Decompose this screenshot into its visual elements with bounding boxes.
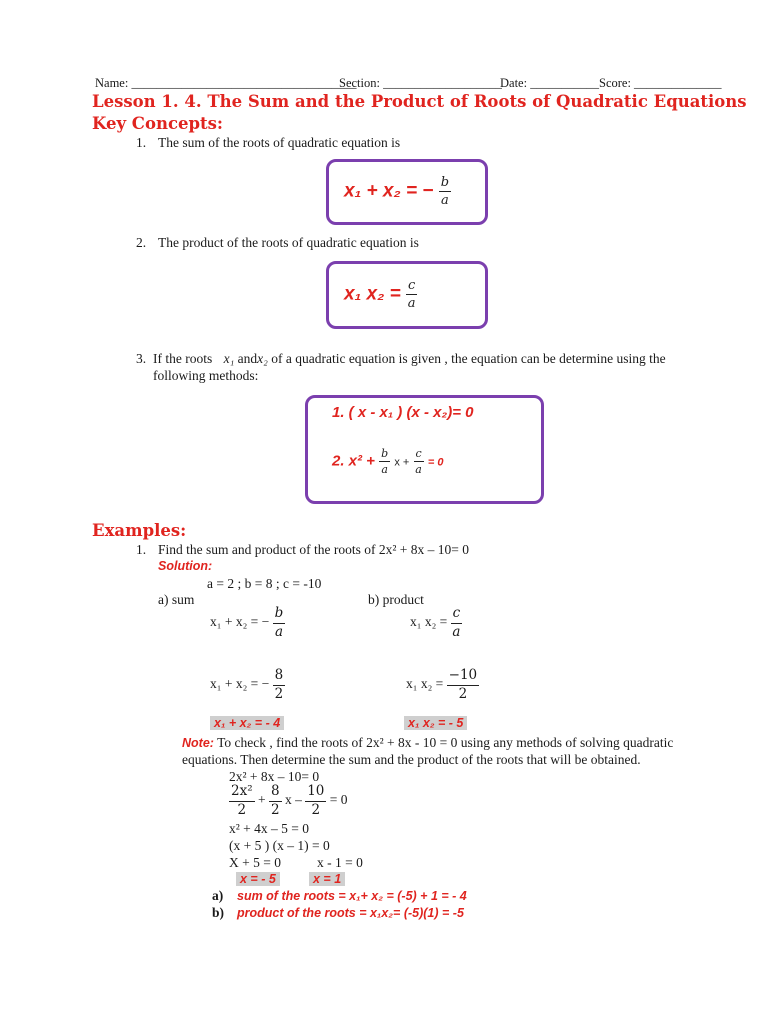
sum-general	[210, 607, 285, 639]
step-2-d2: 2	[271, 801, 280, 818]
key-concepts-heading: Key Concepts:	[92, 114, 224, 133]
product-substituted-lhs: x₁ x₂ =	[406, 676, 444, 692]
method-2-x: x +	[394, 456, 410, 469]
step-5a: X + 5 = 0	[229, 855, 281, 870]
product-general-lhs: x₁ x₂ =	[410, 614, 448, 630]
step-2-n3: 10	[305, 785, 326, 802]
product-general	[410, 607, 462, 639]
step-3: x² + 4x – 5 = 0	[229, 821, 310, 836]
root-1-answer: x = - 5	[236, 872, 280, 886]
root-x1-label: x₁	[223, 351, 235, 366]
step-2-end: = 0	[329, 792, 348, 808]
method-2-a2: a	[415, 463, 422, 476]
method-2-c: c	[415, 447, 422, 460]
sum-formula-num: b	[440, 175, 450, 190]
product-general-den: a	[452, 623, 461, 640]
score-field: Score: ______________	[599, 76, 722, 90]
sum-general-den: a	[274, 623, 283, 640]
product-general-num: c	[451, 607, 463, 624]
product-substituted-den: 2	[458, 685, 468, 702]
method-2-prefix: 2. x² +	[332, 452, 375, 470]
method-2-b: b	[381, 447, 389, 460]
sum-general-num: b	[273, 607, 286, 624]
method-2-a1: a	[381, 463, 388, 476]
product-substituted-num: −10	[447, 669, 480, 686]
sum-substituted-num: 8	[273, 669, 286, 686]
check-b-label: b)	[212, 905, 225, 920]
concept-3-number: 3.	[136, 351, 147, 366]
concept-1-number: 1.	[136, 135, 147, 150]
method-2	[332, 448, 443, 475]
part-b-label: b) product	[368, 592, 424, 607]
methods-box	[305, 395, 544, 504]
sum-formula-box	[326, 159, 488, 225]
note-line-1	[182, 735, 673, 751]
step-2-plus: +	[258, 792, 266, 808]
examples-heading: Examples:	[92, 521, 187, 540]
root-2-answer: x = 1	[309, 872, 345, 886]
concept-3-line	[153, 351, 666, 367]
step-2-x: x –	[284, 792, 302, 808]
method-2-end: = 0	[427, 456, 444, 469]
sum-substituted-lhs: x₁ + x₂ = −	[210, 676, 270, 692]
name-field: Name: ____________________________________	[95, 76, 357, 90]
check-a: sum of the roots = x₁+ x₂ = (-5) + 1 = - 4	[237, 889, 467, 903]
sum-formula-lhs: x₁ + x₂ = −	[344, 180, 434, 202]
product-formula-num: c	[408, 278, 416, 293]
date-field: Date: ___________	[500, 76, 599, 90]
concept-1-text: The sum of the roots of quadratic equation is	[158, 135, 401, 150]
sum-general-lhs: x₁ + x₂ = −	[210, 614, 270, 630]
step-2-n1: 2x²	[229, 785, 255, 802]
product-substituted	[406, 669, 479, 701]
section-field: Section: ___________________	[339, 76, 502, 90]
sum-substituted-den: 2	[274, 685, 284, 702]
step-2	[229, 785, 348, 817]
product-formula-box	[326, 261, 488, 329]
step-2-d3: 2	[311, 801, 321, 818]
step-1: 2x² + 8x – 10= 0	[229, 769, 320, 784]
part-a-label: a) sum	[158, 592, 195, 607]
step-2-n2: 8	[269, 785, 282, 802]
note-text-2: equations. Then determine the sum and the product of the roots that will be obtained.	[182, 752, 641, 767]
note-text-1: To check , find the roots of 2x² + 8x - 10 = 0 using any methods of solving quadratic	[213, 735, 674, 750]
concept-3-text-b: and	[237, 351, 258, 366]
step-2-d1: 2	[237, 801, 247, 818]
example-1-number: 1.	[136, 542, 147, 557]
concept-2-number: 2.	[136, 235, 147, 250]
coefficients: a = 2 ; b = 8 ; c = -10	[207, 576, 322, 591]
sum-formula-den: a	[441, 193, 449, 208]
product-answer: x₁ x₂ = - 5	[404, 716, 467, 730]
method-1: 1. ( x - x₁ ) (x - x₂)= 0	[332, 404, 474, 421]
check-a-label: a)	[212, 888, 224, 903]
note-label: Note:	[182, 736, 214, 750]
concept-3-text-a: If the roots	[153, 351, 213, 366]
sum-substituted	[210, 669, 285, 701]
concept-3-text-c: of a quadratic equation is given , the equation can be determine using the	[271, 351, 666, 366]
lesson-title: Lesson 1. 4. The Sum and the Product of Roots of Quadratic Equations	[92, 92, 747, 111]
root-x2-label: x₂	[257, 351, 268, 366]
sum-answer: x₁ + x₂ = - 4	[210, 716, 284, 730]
solution-label: Solution:	[158, 559, 213, 573]
check-b: product of the roots = x₁x₂= (-5)(1) = -5	[237, 906, 464, 920]
product-formula-den: a	[407, 296, 416, 311]
concept-2-text: The product of the roots of quadratic equation is	[158, 235, 419, 250]
example-1-problem: Find the sum and product of the roots of 2x² + 8x – 10= 0	[158, 542, 469, 557]
product-formula-lhs: x₁ x₂ =	[344, 283, 401, 305]
step-4: (x + 5 ) (x – 1) = 0	[229, 838, 330, 853]
step-5b: x - 1 = 0	[317, 855, 363, 870]
concept-3-text-d: following methods:	[153, 368, 259, 383]
